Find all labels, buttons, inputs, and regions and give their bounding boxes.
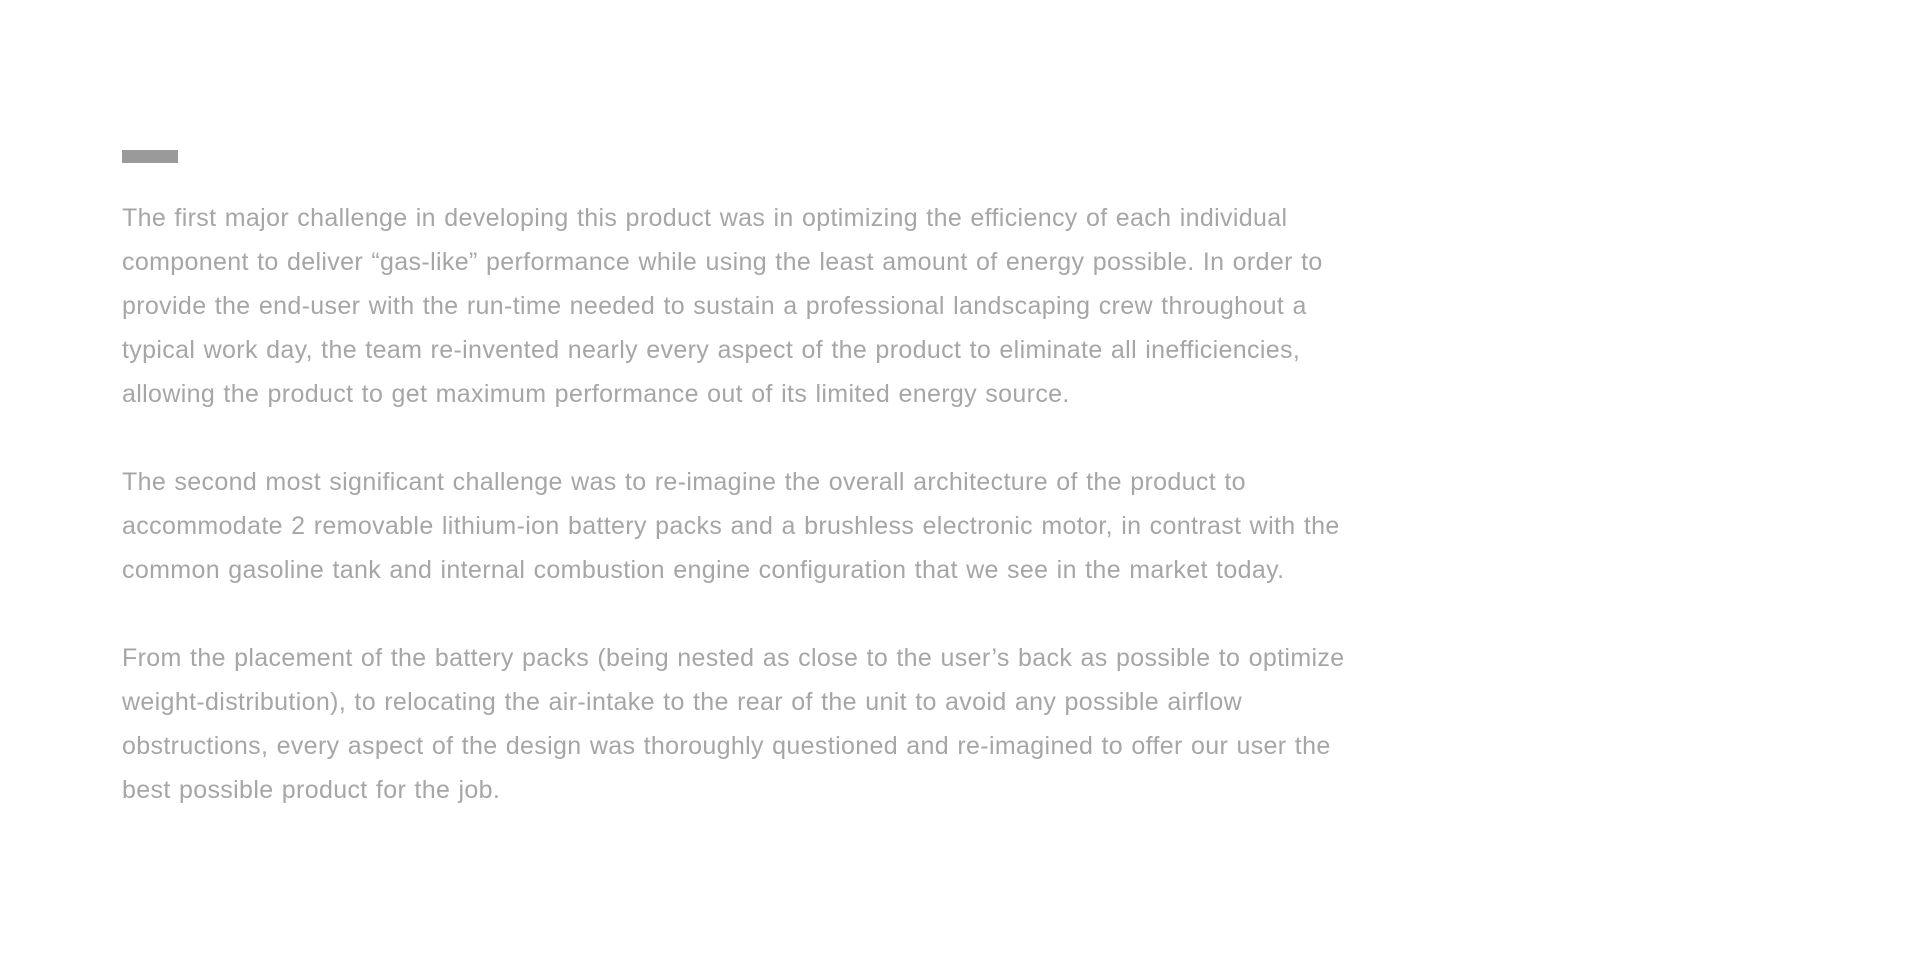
text-section [122,150,1452,856]
paragraph-challenge-one: The first major challenge in developing this product was in optimizing the efficiency of each individual component to deliver “gas-like” performance while using the least amount of energy possible. In order to provide the end-user with the run-time needed to sustain a professional landscaping crew throughout a typical work day, the team re-invented nearly every aspect of the product to eliminate all inefficiencies, allowing the product to get maximum performance out of its limited energy source. [122,204,1323,408]
accent-bar [122,150,178,163]
paragraph-design-details: From the placement of the battery packs (being nested as close to the user’s back as possible to optimize weight-distribution), to relocating the air-intake to the rear of the unit to avoid any possible airflow obstructions, every aspect of the design was thoroughly questioned and re-imagined to offer our user the best possible product for the job. [122,644,1345,804]
paragraph-challenge-two: The second most significant challenge was to re-imagine the overall architecture of the product to accommodate 2 removable lithium-ion battery packs and a brushless electronic motor, in contrast with the common gasoline tank and internal combustion engine configuration that we see in the market today. [122,468,1340,584]
